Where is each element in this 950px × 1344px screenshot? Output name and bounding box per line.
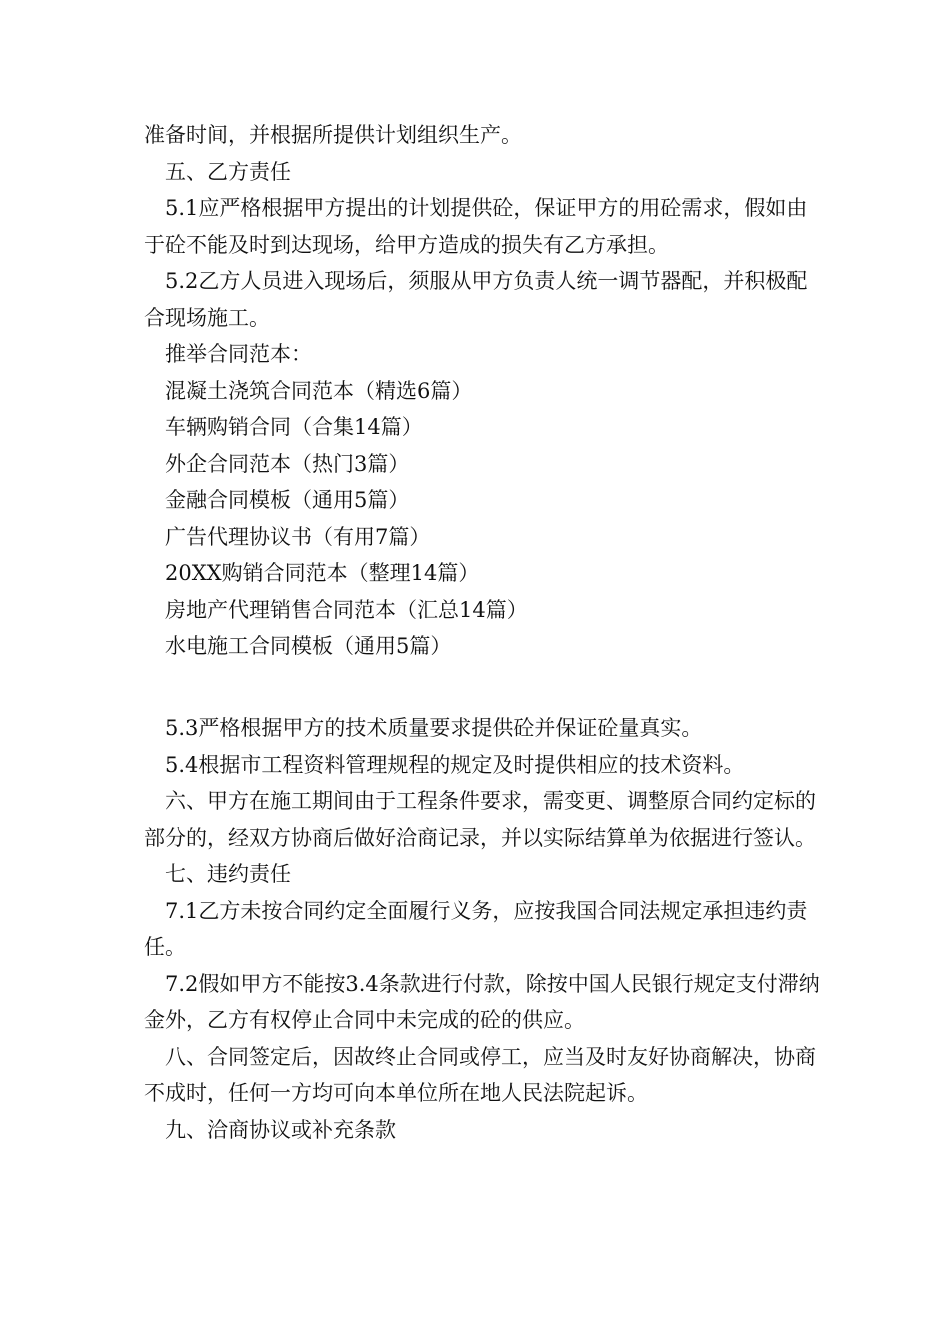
blank-line	[144, 665, 820, 702]
section-8: 八、合同签定后，因故终止合同或停工，应当及时友好协商解决，协商不成时，任何一方均可向本单位所在地人民法院起诉。	[144, 1044, 816, 1105]
recommend-link-8[interactable]: 水电施工合同模板（通用5篇）	[165, 634, 452, 658]
paragraph-prep-time: 准备时间，并根据所提供计划组织生产。	[144, 123, 522, 147]
clause-5-1: 5.1应严格根据甲方提出的计划提供砼，保证甲方的用砼需求，假如由于砼不能及时到达现场，给甲方造成的损失有乙方承担。	[144, 196, 808, 257]
recommend-link-7[interactable]: 房地产代理销售合同范本（汇总14篇）	[165, 597, 528, 622]
recommend-link-4[interactable]: 金融合同模板（通用5篇）	[165, 488, 410, 512]
heading-section-5: 五、乙方责任	[165, 159, 291, 184]
heading-section-7: 七、违约责任	[165, 862, 291, 886]
section-6: 六、甲方在施工期间由于工程条件要求，需变更、调整原合同约定标的部分的，经双方协商后做好洽商记录，并以实际结算单为依据进行签认。	[144, 789, 816, 850]
recommend-link-5[interactable]: 广告代理协议书（有用7篇）	[165, 524, 431, 549]
recommend-link-6[interactable]: 20XX购销合同范本（整理14篇）	[165, 561, 480, 585]
clause-7-2: 7.2假如甲方不能按3.4条款进行付款，除按中国人民银行规定支付滞纳金外，乙方有权停止合同中未完成的砼的供应。	[144, 971, 820, 1032]
heading-section-9: 九、洽商协议或补充条款	[165, 1117, 396, 1142]
clause-5-4: 5.4根据市工程资料管理规程的规定及时提供相应的技术资料。	[165, 752, 745, 777]
clause-7-1: 7.1乙方未按合同约定全面履行义务，应按我国合同法规定承担违约责任。	[144, 898, 808, 959]
recommend-label: 推举合同范本：	[165, 342, 312, 366]
document-body	[144, 117, 820, 1148]
clause-5-2: 5.2乙方人员进入现场后，须服从甲方负责人统一调节器配，并积极配合现场施工。	[144, 269, 808, 330]
recommend-link-1[interactable]: 混凝土浇筑合同范本（精选6篇）	[165, 378, 473, 403]
clause-5-3: 5.3严格根据甲方的技术质量要求提供砼并保证砼量真实。	[165, 716, 703, 740]
spacer	[144, 701, 820, 710]
recommend-link-2[interactable]: 车辆购销合同（合集14篇）	[165, 415, 423, 439]
recommend-link-3[interactable]: 外企合同范本（热门3篇）	[165, 451, 410, 476]
